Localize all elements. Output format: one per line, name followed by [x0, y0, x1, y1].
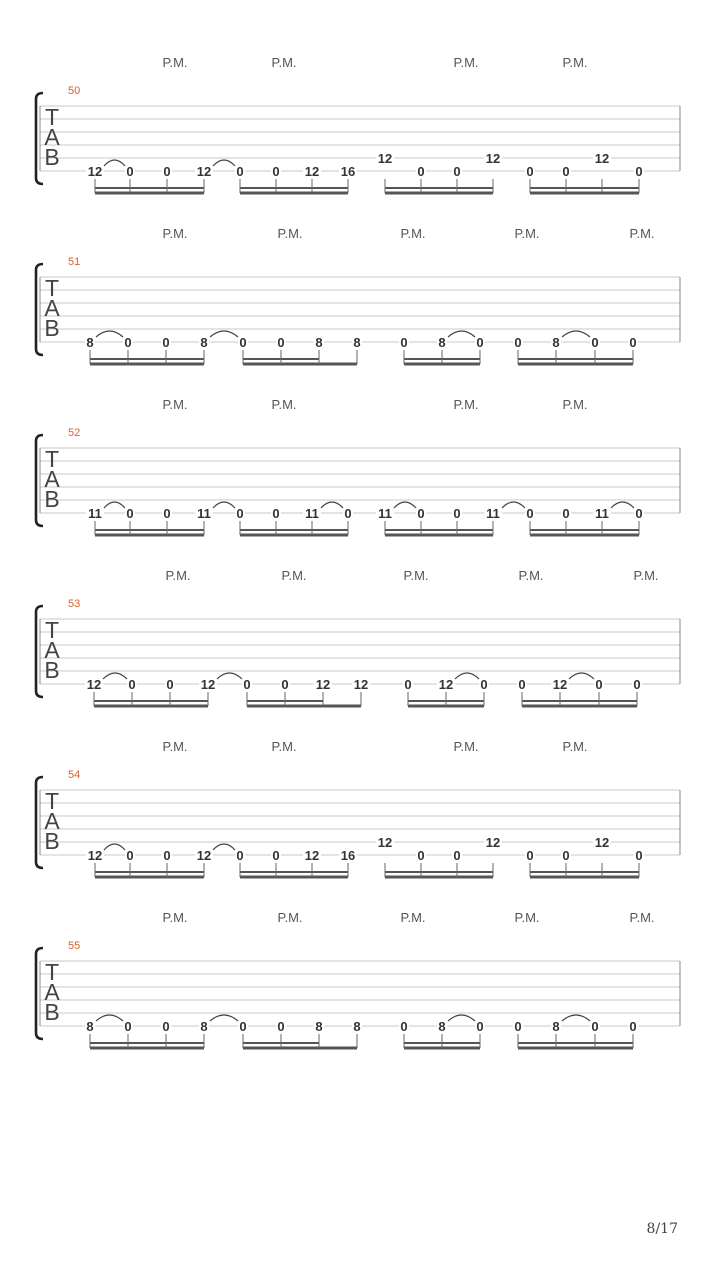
- palm-mute-label: P.M.: [562, 397, 588, 412]
- tie-arc: [104, 160, 125, 166]
- fret-number: 0: [163, 164, 171, 179]
- fret-number: 0: [239, 335, 247, 350]
- fret-number: 0: [166, 677, 174, 692]
- fret-number: 16: [340, 848, 356, 863]
- tie-arc: [569, 673, 594, 679]
- fret-number: 8: [200, 1019, 208, 1034]
- palm-mute-label: P.M.: [165, 568, 191, 583]
- palm-mute-label: P.M.: [162, 55, 188, 70]
- palm-mute-label: P.M.: [400, 910, 426, 925]
- fret-number: 8: [315, 335, 323, 350]
- tie-arc: [562, 331, 590, 337]
- palm-mute-label: P.M.: [162, 226, 188, 241]
- tie-arc: [448, 331, 475, 337]
- tab-clef-letter: B: [44, 999, 60, 1025]
- fret-number: 0: [635, 848, 643, 863]
- fret-number: 0: [417, 164, 425, 179]
- palm-mute-label: P.M.: [400, 226, 426, 241]
- fret-number: 0: [417, 848, 425, 863]
- tab-clef-letter: A: [44, 466, 60, 492]
- palm-mute-label: P.M.: [562, 739, 588, 754]
- tie-arc: [217, 673, 242, 679]
- fret-number: 0: [526, 164, 534, 179]
- fret-number: 8: [552, 1019, 560, 1034]
- palm-mute-label: P.M.: [629, 910, 655, 925]
- fret-number: 0: [453, 506, 461, 521]
- tab-clef-letter: A: [44, 979, 60, 1005]
- fret-number: 8: [438, 1019, 446, 1034]
- fret-number: 12: [200, 677, 216, 692]
- tie-arc: [213, 160, 235, 166]
- fret-number: 0: [277, 1019, 285, 1034]
- fret-number: 8: [353, 335, 361, 350]
- fret-number: 12: [377, 151, 393, 166]
- tie-arc: [213, 502, 235, 508]
- palm-mute-label: P.M.: [281, 568, 307, 583]
- palm-mute-label: P.M.: [514, 226, 540, 241]
- fret-number: 0: [480, 677, 488, 692]
- palm-mute-label: P.M.: [453, 397, 479, 412]
- tie-arc: [321, 502, 343, 508]
- fret-number: 12: [594, 835, 610, 850]
- fret-number: 11: [305, 506, 319, 521]
- palm-mute-label: P.M.: [271, 397, 297, 412]
- palm-mute-label: P.M.: [277, 226, 303, 241]
- fret-number: 0: [453, 164, 461, 179]
- tie-arc: [611, 502, 634, 508]
- page-number: 8/17: [646, 1221, 678, 1237]
- fret-number: 0: [163, 506, 171, 521]
- tab-clef-letter: B: [44, 486, 60, 512]
- tab-clef-letter: T: [44, 788, 60, 814]
- palm-mute-label: P.M.: [514, 910, 540, 925]
- fret-number: 0: [595, 677, 603, 692]
- fret-number: 0: [272, 848, 280, 863]
- fret-number: 12: [353, 677, 369, 692]
- tie-arc: [455, 673, 479, 679]
- fret-number: 0: [562, 506, 570, 521]
- measure-number: 54: [68, 769, 81, 781]
- fret-number: 11: [486, 506, 500, 521]
- measure-number: 53: [68, 598, 81, 610]
- tab-clef-letter: B: [44, 828, 60, 854]
- tie-arc: [502, 502, 525, 508]
- fret-number: 0: [400, 335, 408, 350]
- fret-number: 0: [163, 848, 171, 863]
- palm-mute-label: P.M.: [629, 226, 655, 241]
- fret-number: 0: [526, 506, 534, 521]
- fret-number: 0: [633, 677, 641, 692]
- fret-number: 0: [476, 335, 484, 350]
- fret-number: 11: [88, 506, 102, 521]
- fret-number: 0: [514, 335, 522, 350]
- fret-number: 0: [272, 506, 280, 521]
- fret-number: 0: [635, 164, 643, 179]
- palm-mute-label: P.M.: [277, 910, 303, 925]
- fret-number: 0: [526, 848, 534, 863]
- palm-mute-label: P.M.: [403, 568, 429, 583]
- measure-number: 51: [68, 256, 81, 268]
- fret-number: 12: [86, 677, 102, 692]
- fret-number: 0: [126, 506, 134, 521]
- fret-number: 0: [635, 506, 643, 521]
- fret-number: 0: [236, 506, 244, 521]
- fret-number: 16: [340, 164, 356, 179]
- palm-mute-label: P.M.: [633, 568, 659, 583]
- fret-number: 0: [562, 848, 570, 863]
- measure-number: 52: [68, 427, 81, 439]
- fret-number: 0: [400, 1019, 408, 1034]
- tab-clef-letter: B: [44, 144, 60, 170]
- fret-number: 12: [304, 164, 320, 179]
- fret-number: 11: [595, 506, 609, 521]
- tie-arc: [213, 844, 235, 850]
- palm-mute-label: P.M.: [518, 568, 544, 583]
- fret-number: 0: [272, 164, 280, 179]
- fret-number: 0: [126, 164, 134, 179]
- fret-number: 0: [344, 506, 352, 521]
- palm-mute-label: P.M.: [271, 55, 297, 70]
- measure-number: 55: [68, 940, 81, 952]
- fret-number: 0: [236, 848, 244, 863]
- tie-arc: [104, 502, 125, 508]
- fret-number: 0: [162, 1019, 170, 1034]
- tab-clef-letter: T: [44, 959, 60, 985]
- fret-number: 0: [162, 335, 170, 350]
- fret-number: 8: [200, 335, 208, 350]
- fret-number: 12: [552, 677, 568, 692]
- fret-number: 12: [594, 151, 610, 166]
- fret-number: 0: [239, 1019, 247, 1034]
- fret-number: 12: [196, 164, 212, 179]
- tie-arc: [210, 331, 238, 337]
- fret-number: 12: [438, 677, 454, 692]
- tab-clef-letter: A: [44, 808, 60, 834]
- tie-arc: [96, 1015, 123, 1021]
- tie-arc: [96, 331, 123, 337]
- tie-arc: [103, 673, 127, 679]
- fret-number: 8: [353, 1019, 361, 1034]
- palm-mute-label: P.M.: [453, 739, 479, 754]
- fret-number: 0: [476, 1019, 484, 1034]
- fret-number: 12: [485, 835, 501, 850]
- fret-number: 8: [552, 335, 560, 350]
- tie-arc: [448, 1015, 475, 1021]
- fret-number: 0: [629, 335, 637, 350]
- palm-mute-label: P.M.: [453, 55, 479, 70]
- fret-number: 11: [197, 506, 211, 521]
- tab-clef-letter: T: [44, 275, 60, 301]
- fret-number: 0: [404, 677, 412, 692]
- tie-arc: [210, 1015, 238, 1021]
- palm-mute-label: P.M.: [162, 739, 188, 754]
- fret-number: 12: [315, 677, 331, 692]
- fret-number: 0: [243, 677, 251, 692]
- palm-mute-label: P.M.: [162, 910, 188, 925]
- fret-number: 8: [86, 335, 94, 350]
- palm-mute-label: P.M.: [271, 739, 297, 754]
- fret-number: 0: [591, 1019, 599, 1034]
- fret-number: 0: [562, 164, 570, 179]
- palm-mute-label: P.M.: [162, 397, 188, 412]
- fret-number: 11: [378, 506, 392, 521]
- fret-number: 0: [281, 677, 289, 692]
- fret-number: 0: [453, 848, 461, 863]
- fret-number: 0: [514, 1019, 522, 1034]
- fret-number: 0: [591, 335, 599, 350]
- fret-number: 0: [277, 335, 285, 350]
- fret-number: 0: [128, 677, 136, 692]
- fret-number: 12: [196, 848, 212, 863]
- fret-number: 0: [124, 1019, 132, 1034]
- tab-clef-letter: A: [44, 637, 60, 663]
- fret-number: 0: [518, 677, 526, 692]
- fret-number: 0: [417, 506, 425, 521]
- tab-clef-letter: A: [44, 124, 60, 150]
- tie-arc: [562, 1015, 590, 1021]
- tie-arc: [394, 502, 416, 508]
- measure-number: 50: [68, 85, 81, 97]
- fret-number: 8: [86, 1019, 94, 1034]
- tab-clef-letter: B: [44, 657, 60, 683]
- fret-number: 8: [438, 335, 446, 350]
- fret-number: 12: [87, 164, 103, 179]
- fret-number: 0: [236, 164, 244, 179]
- palm-mute-label: P.M.: [562, 55, 588, 70]
- fret-number: 12: [87, 848, 103, 863]
- tab-clef-letter: T: [44, 446, 60, 472]
- tab-clef-letter: A: [44, 295, 60, 321]
- fret-number: 8: [315, 1019, 323, 1034]
- fret-number: 0: [629, 1019, 637, 1034]
- fret-number: 0: [124, 335, 132, 350]
- fret-number: 0: [126, 848, 134, 863]
- tab-clef-letter: T: [44, 617, 60, 643]
- fret-number: 12: [377, 835, 393, 850]
- fret-number: 12: [304, 848, 320, 863]
- tie-arc: [104, 844, 125, 850]
- tab-clef-letter: T: [44, 104, 60, 130]
- tab-clef-letter: B: [44, 315, 60, 341]
- fret-number: 12: [485, 151, 501, 166]
